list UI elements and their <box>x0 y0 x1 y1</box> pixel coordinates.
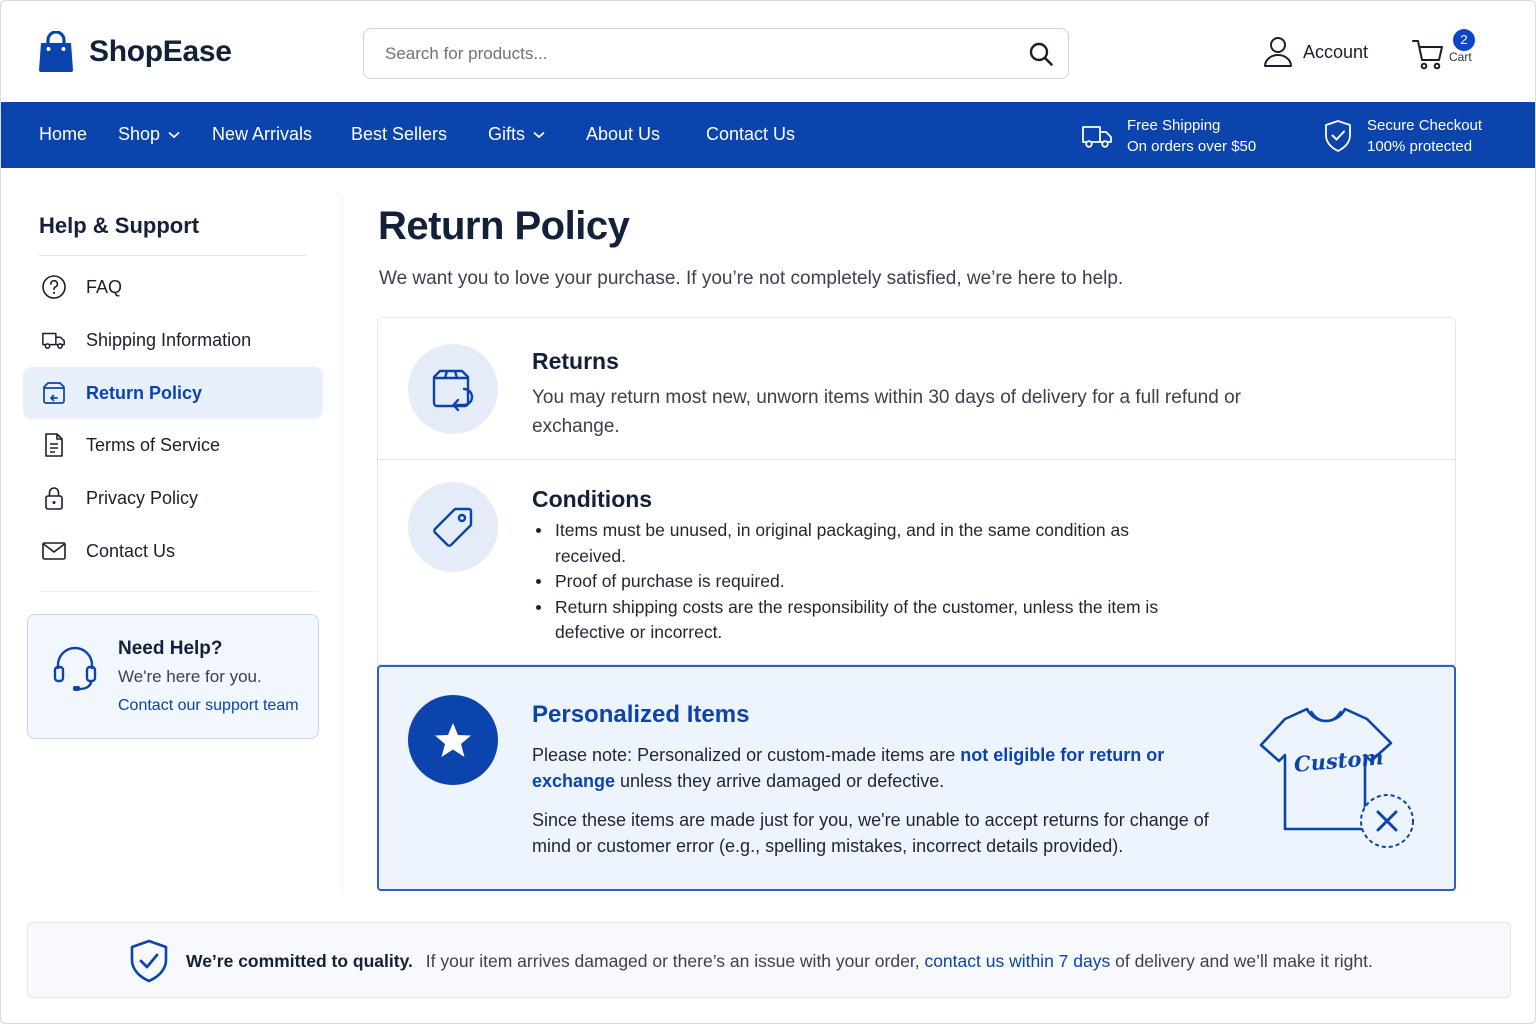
nav-item-label: Best Sellers <box>351 124 448 144</box>
conditions-card <box>377 460 1456 665</box>
main-nav <box>1 102 1536 168</box>
quality-banner <box>27 922 1511 998</box>
conditions-title: Conditions <box>532 486 653 512</box>
nav-item-new-arrivals[interactable] <box>212 124 312 145</box>
sidebar-item-label: Return Policy <box>86 382 203 403</box>
custom-print-text: Custom <box>1292 744 1385 777</box>
perk-free-shipping <box>1081 115 1256 157</box>
contact-support-link[interactable]: Contact our support team <box>118 697 299 714</box>
headset-icon <box>52 643 98 693</box>
brand-name: ShopEase <box>89 35 232 68</box>
perk-title: Secure Checkout <box>1367 117 1483 134</box>
account-link[interactable] <box>1263 36 1368 68</box>
contact-within-7-days-link[interactable]: contact us within 7 days <box>924 951 1111 971</box>
cart-icon <box>1411 37 1445 71</box>
personalized-explanation: Since these items are made just for you, we're unable to accept returns for change of mind or customer error (e.g., spelling mistakes, incorrect details provided). <box>532 810 1209 856</box>
banner-text: of delivery and we’ll make it right. <box>1115 951 1373 971</box>
star-icon <box>408 695 498 785</box>
note-text: Please note: Personalized or custom-made items are <box>532 745 961 765</box>
cart-button[interactable] <box>1411 29 1481 79</box>
perk-title: Free Shipping <box>1127 117 1221 134</box>
shield-check-icon <box>1323 119 1353 153</box>
shopping-bag-icon <box>37 31 75 73</box>
column-divider <box>342 196 343 891</box>
nav-item-label: About Us <box>586 124 661 144</box>
chevron-down-icon <box>533 131 545 139</box>
sidebar-item-label: Terms of Service <box>86 434 221 455</box>
page-title: Return Policy <box>378 204 630 248</box>
question-circle-icon <box>41 274 67 300</box>
nav-item-label: Contact Us <box>706 124 796 144</box>
sidebar-item-contact-us[interactable] <box>23 525 323 577</box>
nav-item-home[interactable] <box>39 124 87 145</box>
sidebar-title: Help & Support <box>39 213 200 238</box>
sidebar-item-faq[interactable] <box>23 261 323 313</box>
search-input[interactable] <box>364 29 1004 78</box>
nav-item-label: New Arrivals <box>212 124 313 144</box>
shield-check-icon <box>128 939 170 983</box>
not-eligible-highlight: not eligible for return or exchange <box>532 745 1165 791</box>
brand-logo[interactable] <box>37 31 232 73</box>
return-box-icon <box>408 344 498 434</box>
nav-item-label: Gifts <box>488 124 526 144</box>
sidebar-item-label: Contact Us <box>86 540 176 561</box>
search-bar <box>363 28 1069 79</box>
truck-icon <box>1081 123 1113 149</box>
sidebar-item-label: Shipping Information <box>86 329 252 350</box>
personalized-title: Personalized Items <box>532 701 750 728</box>
nav-item-best-sellers[interactable] <box>351 124 447 145</box>
perk-secure-checkout <box>1323 115 1482 157</box>
nav-item-label: Shop <box>118 124 161 144</box>
note-text: unless they arrive damaged or defective. <box>615 770 945 791</box>
chevron-down-icon <box>168 131 180 139</box>
sidebar-item-label: FAQ <box>86 276 123 297</box>
document-icon <box>41 432 67 458</box>
user-icon <box>1263 36 1293 68</box>
sidebar-item-privacy-policy[interactable] <box>23 472 323 524</box>
custom-tshirt-illustration <box>1257 703 1417 853</box>
banner-message <box>186 951 1373 972</box>
banner-bold: We’re committed to quality. <box>186 951 413 971</box>
truck-icon <box>41 327 67 353</box>
perk-subtitle: On orders over $50 <box>1127 138 1257 155</box>
envelope-icon <box>41 538 67 564</box>
banner-text: If your item arrives damaged or there’s an issue with your order, <box>425 951 920 971</box>
returns-text: You may return most new, unworn items within 30 days of delivery for a full refund or exchange. <box>532 387 1241 437</box>
cart-count-badge: 2 <box>1453 29 1475 51</box>
nav-item-shop[interactable] <box>118 124 180 145</box>
personalized-note <box>532 743 1212 794</box>
list-item: Proof of purchase is required. <box>532 569 1172 595</box>
sidebar-item-shipping-information[interactable] <box>23 314 323 366</box>
page-intro: We want you to love your purchase. If you’re not completely satisfied, we’re here to help. <box>379 268 1124 289</box>
help-subtitle: We're here for you. <box>118 667 262 686</box>
return-box-icon <box>41 380 67 406</box>
personalized-items-card <box>377 665 1456 891</box>
nav-item-gifts[interactable] <box>488 124 545 145</box>
tag-icon <box>408 482 498 572</box>
list-item: Items must be unused, in original packaging, and in the same condition as received. <box>532 518 1172 569</box>
list-item: Return shipping costs are the responsibility of the customer, unless the item is defective or incorrect. <box>532 595 1172 646</box>
conditions-list <box>532 518 1172 646</box>
nav-item-about-us[interactable] <box>586 124 660 145</box>
divider <box>39 255 307 256</box>
perk-subtitle: 100% protected <box>1367 138 1473 155</box>
lock-icon <box>41 485 67 511</box>
site-header <box>1 1 1536 102</box>
returns-card <box>377 317 1456 460</box>
sidebar-item-label: Privacy Policy <box>86 487 199 508</box>
nav-item-contact-us[interactable] <box>706 124 795 145</box>
need-help-card <box>27 614 319 739</box>
search-icon[interactable] <box>1028 41 1054 67</box>
sidebar-item-return-policy[interactable] <box>23 367 323 419</box>
nav-item-label: Home <box>39 124 88 144</box>
sidebar-item-terms-of-service[interactable] <box>23 419 323 471</box>
cart-label: Cart <box>1449 50 1472 64</box>
divider <box>39 591 319 592</box>
account-label: Account <box>1303 41 1369 62</box>
help-title: Need Help? <box>118 638 223 659</box>
returns-title: Returns <box>532 348 619 374</box>
